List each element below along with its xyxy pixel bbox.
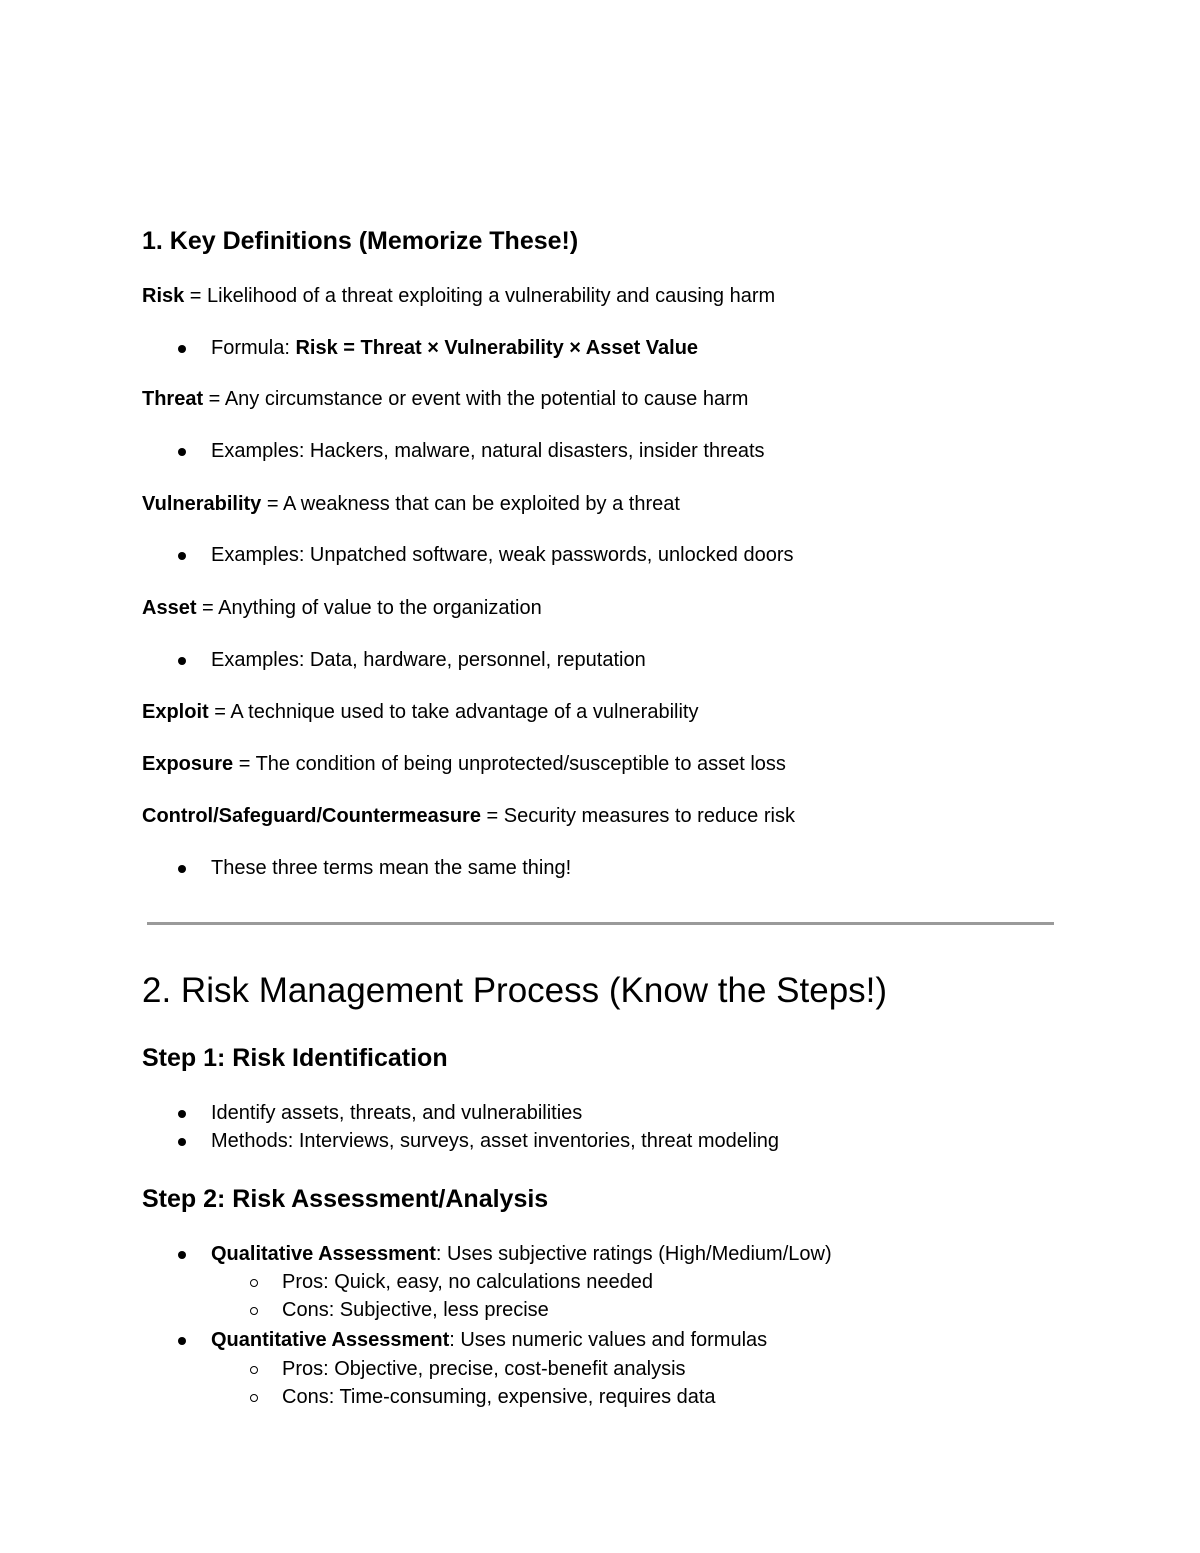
control-text: = Security measures to reduce risk	[480, 805, 795, 827]
asset-text: = Anything of value to the organization	[196, 597, 542, 619]
sub-bullet-circle	[250, 1279, 258, 1287]
threat-definition	[142, 387, 748, 411]
qualitative-item	[211, 1242, 832, 1266]
asset-definition	[142, 596, 542, 620]
control-term: Control/Safeguard/Countermeasure	[142, 805, 481, 827]
threat-text: = Any circumstance or event with the potential to cause harm	[203, 388, 749, 410]
list-item: Identify assets, threats, and vulnerabilities	[211, 1102, 583, 1124]
sub-list-item: Pros: Objective, precise, cost-benefit analysis	[282, 1358, 686, 1380]
risk-formula: Risk = Threat × Vulnerability × Asset Value	[295, 337, 699, 359]
list-item: Methods: Interviews, surveys, asset inventories, threat modeling	[211, 1130, 780, 1152]
risk-text: = Likelihood of a threat exploiting a vulnerability and causing harm	[184, 285, 776, 307]
quantitative-text: : Uses numeric values and formulas	[449, 1329, 768, 1351]
vulnerability-text: = A weakness that can be exploited by a threat	[261, 493, 680, 515]
exposure-term: Exposure	[142, 753, 234, 775]
exploit-definition	[142, 700, 698, 724]
sub-bullet-circle	[250, 1307, 258, 1315]
bullet-dot	[178, 345, 186, 353]
vulnerability-examples-item: Examples: Unpatched software, weak passwords, unlocked doors	[211, 544, 794, 566]
bullet-dot	[178, 448, 186, 456]
qualitative-term: Qualitative Assessment	[211, 1243, 436, 1265]
bullet-dot	[178, 1251, 186, 1259]
control-definition	[142, 804, 795, 828]
formula-label: Formula:	[211, 337, 296, 359]
bullet-dot	[178, 1110, 186, 1118]
sub-list-item: Cons: Subjective, less precise	[282, 1299, 549, 1321]
risk-term: Risk	[142, 285, 185, 307]
vulnerability-definition	[142, 492, 680, 516]
vulnerability-term: Vulnerability	[142, 493, 262, 515]
section-2-heading: 2. Risk Management Process (Know the Steps!)	[142, 971, 888, 1010]
asset-examples-item: Examples: Data, hardware, personnel, reputation	[211, 649, 646, 671]
bullet-dot	[178, 1138, 186, 1146]
risk-definition	[142, 284, 775, 308]
bullet-dot	[178, 1337, 186, 1345]
exposure-definition	[142, 752, 786, 776]
sub-bullet-circle	[250, 1394, 258, 1402]
sub-list-item: Pros: Quick, easy, no calculations needed	[282, 1271, 653, 1293]
exploit-term: Exploit	[142, 701, 209, 723]
bullet-dot	[178, 865, 186, 873]
asset-term: Asset	[142, 597, 197, 619]
threat-examples-item: Examples: Hackers, malware, natural disasters, insider threats	[211, 440, 765, 462]
quantitative-item	[211, 1328, 767, 1352]
step-2-heading: Step 2: Risk Assessment/Analysis	[142, 1185, 549, 1213]
sub-list-item: Cons: Time-consuming, expensive, requires data	[282, 1386, 716, 1408]
exploit-text: = A technique used to take advantage of a vulnerability	[208, 701, 699, 723]
exposure-text: = The condition of being unprotected/susceptible to asset loss	[233, 753, 786, 775]
section-1-heading: 1. Key Definitions (Memorize These!)	[142, 227, 579, 255]
threat-term: Threat	[142, 388, 204, 410]
step-1-heading: Step 1: Risk Identification	[142, 1044, 448, 1072]
sub-bullet-circle	[250, 1366, 258, 1374]
quantitative-term: Quantitative Assessment	[211, 1329, 450, 1351]
horizontal-divider	[147, 922, 1054, 925]
bullet-dot	[178, 552, 186, 560]
qualitative-text: : Uses subjective ratings (High/Medium/Low)	[435, 1243, 832, 1265]
control-note-item: These three terms mean the same thing!	[211, 857, 572, 879]
bullet-dot	[178, 657, 186, 665]
risk-formula-item	[211, 336, 698, 360]
